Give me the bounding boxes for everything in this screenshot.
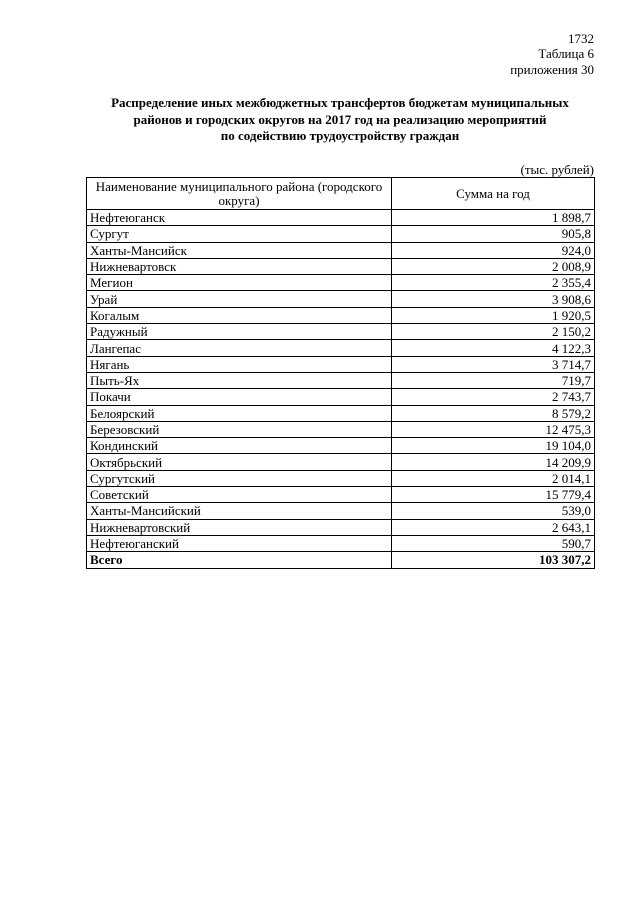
table-row [87,324,595,340]
municipality-name: Лангепас [87,340,392,356]
table-row [87,372,595,388]
amount-value: 905,8 [392,226,595,242]
municipality-name: Нефтеюганск [87,210,392,226]
amount-value: 2 008,9 [392,258,595,274]
table-row [87,519,595,535]
municipality-name: Нефтеюганский [87,535,392,551]
table-body [87,210,595,569]
municipality-name: Мегион [87,275,392,291]
amount-value: 14 209,9 [392,454,595,470]
municipality-name: Пыть-Ях [87,372,392,388]
table-row [87,340,595,356]
table-row [87,535,595,551]
table-reference-line: приложения 30 [510,62,594,77]
amount-value: 2 355,4 [392,275,595,291]
amount-value: 590,7 [392,535,595,551]
municipality-name: Урай [87,291,392,307]
column-header-name: Наименование муниципального района (городского округа) [87,178,392,210]
municipality-name: Нижневартовский [87,519,392,535]
table-row [87,226,595,242]
municipality-name: Нягань [87,356,392,372]
amount-value: 15 779,4 [392,487,595,503]
amount-value: 3 908,6 [392,291,595,307]
amount-value: 1 920,5 [392,307,595,323]
column-header-amount: Сумма на год [392,178,595,210]
amount-value: 719,7 [392,372,595,388]
amount-value: 2 014,1 [392,470,595,486]
amount-value: 19 104,0 [392,438,595,454]
municipality-name: Сургут [87,226,392,242]
units-label: (тыс. рублей) [520,162,594,177]
municipality-name: Кондинский [87,438,392,454]
table-row [87,356,595,372]
total-amount: 103 307,2 [392,552,595,568]
table-row [87,438,595,454]
table-total-row [87,552,595,568]
amount-value: 4 122,3 [392,340,595,356]
municipality-name: Нижневартовск [87,258,392,274]
municipality-name: Когалым [87,307,392,323]
municipality-name: Сургутский [87,470,392,486]
table-row [87,503,595,519]
table-header-row [87,178,595,210]
table-row [87,258,595,274]
table-reference [510,46,594,78]
table-row [87,389,595,405]
municipality-name: Белоярский [87,405,392,421]
amount-value: 924,0 [392,242,595,258]
table-row [87,454,595,470]
table-row [87,242,595,258]
amount-value: 2 150,2 [392,324,595,340]
municipality-name: Октябрьский [87,454,392,470]
municipality-name: Ханты-Мансийск [87,242,392,258]
table-row [87,421,595,437]
amount-value: 2 743,7 [392,389,595,405]
amount-value: 12 475,3 [392,421,595,437]
document-title-line: районов и городских округов на 2017 год на реализацию мероприятий [133,111,547,127]
table-row [87,307,595,323]
table-row [87,405,595,421]
municipality-name: Советский [87,487,392,503]
transfers-table [86,177,595,569]
table-row [87,291,595,307]
amount-value: 2 643,1 [392,519,595,535]
document-title-line: Распределение иных межбюджетных трансфертов бюджетам муниципальных [111,95,569,110]
table-reference-line: Таблица 6 [538,46,594,61]
municipality-name: Ханты-Мансийский [87,503,392,519]
amount-value: 8 579,2 [392,405,595,421]
document-title-line: по содействию трудоустройству граждан [220,128,460,143]
municipality-name: Покачи [87,389,392,405]
table-row [87,275,595,291]
amount-value: 3 714,7 [392,356,595,372]
total-label: Всего [87,552,392,568]
amount-value: 539,0 [392,503,595,519]
table-row [87,487,595,503]
municipality-name: Березовский [87,421,392,437]
document-title [86,95,594,145]
municipality-name: Радужный [87,324,392,340]
table-row [87,470,595,486]
page-number: 1732 [568,31,594,46]
table-row [87,210,595,226]
amount-value: 1 898,7 [392,210,595,226]
